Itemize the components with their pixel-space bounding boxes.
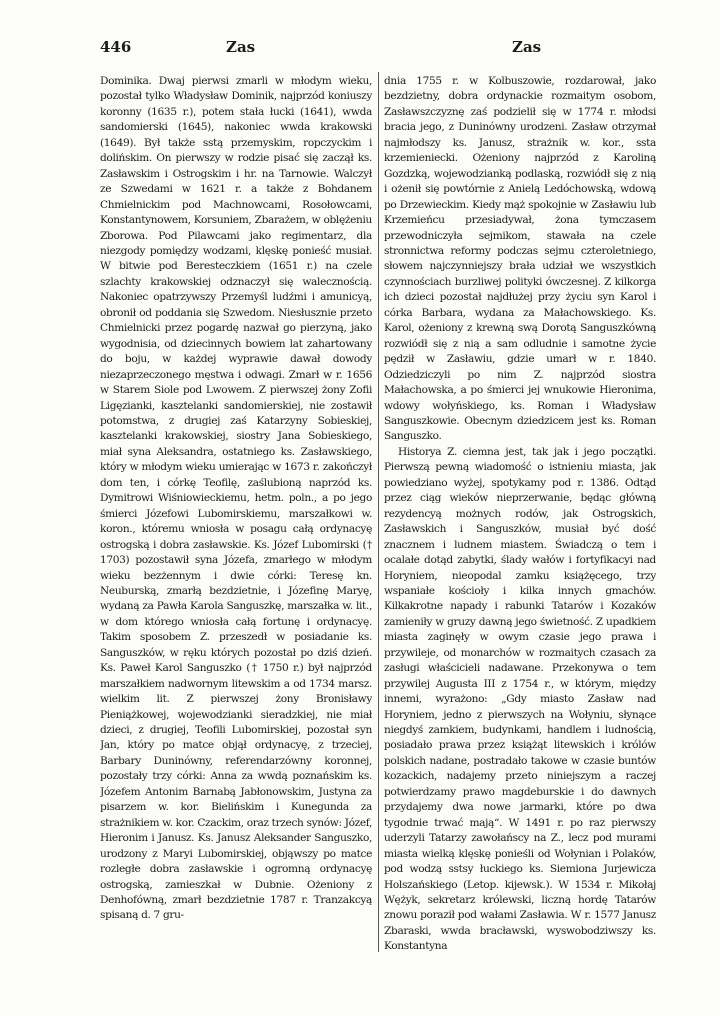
running-head-left: Zas (226, 38, 256, 56)
page-header (0, 38, 720, 62)
left-column (100, 74, 372, 954)
page-number: 446 (100, 38, 132, 56)
right-column-paragraph-2: Historya Z. ciemna jest, tak jak i jego początki. Pierwszą pewną wiadomość o istnieniu miasta, jak powiedziano wyżej, spotykamy pod r. 1386. Odtąd przez ciąg wieków nieprzerwanie, będąc główną rezydencyą możnych rodów, jak Ostrogskich, Zasławskich i Sanguszków, musiał być dość znacznem i ludnem miastem. Świadczą o tem i ocalałe dotąd zabytki, ślady wałów i fortyfikacyi nad Horyniem, nieopodal zamku książęcego, trzy wspaniałe kościoły i kilka innych gmachów. Kilkakrotne napady i rabunki Tatarów i Kozaków zamieniły w gruzy dawną jego świetność. Z upadkiem miasta zaginęły w owym czasie jego prawa i przywileje, od monarchów w rozmaitych czasach za zasługi właścicieli nadawane. Przekonywa o tem przywilej Augusta III z 1754 r., w którym, między innemi, wyrażono: „Gdy miasto Zasław nad Horyniem, jedno z pierwszych na Wołyniu, słynące niegdyś zamkiem, budynkami, handlem i ludnością, posiadało prawa przez książąt litewskich i królów polskich nadane, postradało takowe w czasie buntów kozackich, nadajemy przeto niniejszym a raczej potwierdzamy prawo magdeburskie i do dawnych przydajemy dwa nowe jarmarki, które po dwa tygodnie trwać mają“. W 1491 r. po raz pierwszy uderzyli Tatarzy zawołańscy na Z., lecz pod murami miasta wielką klęskę ponieśli od Wołynian i Polaków, pod wodzą sstsy łuckiego ks. Siemiona Jurjewicza Holszańskiego (Letop. kijewsk.). W 1534 r. Mikołaj Wężyk, sekretarz królewski, liczną hordę Tatarów znowu poraził pod wałami Zasławia. W r. 1577 Janusz Zbaraski, wwda bracławski, wyswobodziwszy ks. Konstantyna (384, 445, 656, 953)
left-column-text: Dominika. Dwaj pierwsi zmarli w młodym wieku, pozostał tylko Władysław Dominik, najprzód koniuszy koronny (1635 r.), potem stała łucki (1641), wwda sandomierski (1645), nakoniec wwda krakowski (1649). Był także sstą przemyskim, ropczyckim i dolińskim. On pierwszy w rodzie pisać się zaczął ks. Zasławskim i Ostrogskim i hr. na Tarnowie. Walczył ze Szwedami w 1621 r. a także z Bohdanem Chmielnickim pod Machnowcami, Rosołowcami, Konstantynowem, Korsuniem, Zbarażem, w oblężeniu Zborowa. Pod Pilawcami jako regimentarz, dla niezgody pomiędzy wodzami, klęskę ponieść musiał. W bitwie pod Beresteczkiem (1651 r.) na czele szlachty krakowskiej odznaczył się walecznością. Nakoniec opatrzywszy Przemyśl ludźmi i amunicyą, obronił od poddania się Szwedom. Niesłusznie przeto Chmielnicki przez pogardę nazwał go pierzyną, jako wygodnisia, od dziecinnych bowiem lat zahartowany do boju, w każdej wyprawie dawał dowody niezaprzeczonego męstwa i odwagi. Zmarł w r. 1656 w Starem Siole pod Lwowem. Z pierwszej żony Zofii Ligęzianki, kasztelanki sandomierskiej, nie zostawił potomstwa, z drugiej zaś Katarzyny Sobieskiej, kasztelanki krakowskiej, siostry Jana Sobieskiego, miał syna Aleksandra, ostatniego ks. Zasławskiego, który w młodym wieku umierając w 1673 r. zakończył dom ten, i córkę Teofilę, zaślubioną naprzód ks. Dymitrowi Wiśniowieckiemu, hetm. poln., a po jego śmierci Józefowi Lubomirskiemu, marszałkowi w. koron., któremu wniosła w posagu całą ordynacyę ostrogską i dobra zasławskie. Ks. Józef Lubomirski († 1703) pozostawił syna Józefa, zmarłego w młodym wieku bezżennym i dwie córki: Teresę kn. Neuburską, zmarłą bezdzietnie, i Józefinę Maryę, wydaną za Pawła Karola Sanguszkę, marszałka w. lit., w dom którego wniosła całą fortunę i ordynacyę. Takim sposobem Z. przeszedł w posiadanie ks. Sanguszków, w ręku których pozostał po dziś dzień. Ks. Paweł Karol Sanguszko († 1750 r.) był najprzód marszałkiem nadwornym litewskim a od 1734 marsz. wielkim lit. Z pierwszej żony Bronisławy Pieniążkowej, wojewodzianki sieradzkiej, nie miał dzieci, z drugiej, Teofili Lubomirskiej, pozostał syn Jan, który po matce objął ordynacyę, z trzeciej, Barbary Duninówny, referendarzówny koronnej, pozostały trzy córki: Anna za wwdą poznańskim ks. Józefem Antonim Barnabą Jabłonowskim, Justyna za pisarzem w. kor. Bielińskim i Kunegunda za strażnikiem w. kor. Czackim, oraz trzech synów: Józef, Hieronim i Janusz. Ks. Janusz Aleksander Sanguszko, urodzony z Maryi Lubomirskiej, objąwszy po matce rozległe dobra zasławskie i ogromną ordynacyę ostrogską, zamieszkał w Dubnie. Ożeniony z Denhofówną, zmarł bezdzietnie 1787 r. Tranzakcyą spisaną d. 7 gru- (100, 75, 372, 922)
right-column-paragraph-1: dnia 1755 r. w Kolbuszowie, rozdarował, jako bezdzietny, dobra ordynackie rozmaitym osobom, Zasławszczyznę zaś podzielił się w 1774 r. młodsi bracia jego, z Duninówny urodzeni. Zasław otrzymał najmłodszy ks. Janusz, strażnik w. kor., ssta krzemieniecki. Ożeniony najprzód z Karoliną Gozdzką, wojewodzianką podlaską, rozwiódł się z nią i ożenił się powtórnie z Anielą Ledóchowską, wdową po Drzewieckim. Kiedy mąż spokojnie w Zasławiu lub Krzemieńcu przesiadywał, żona tymczasem przewodniczyła sejmikom, stawała na czele stronnictwa reformy podczas sejmu czteroletniego, słowem najczynniejszy brała udział we wszystkich czynnościach burzliwej polityki ówczesnej. Z kilkorga ich dzieci pozostał najdłużej przy życiu syn Karol i córka Barbara, wydana za Małachowskiego. Ks. Karol, ożeniony z krewną swą Dorotą Sanguszkówną rozwiódł się z nią a sam odludnie i samotne życie pędził w Zasławiu, gdzie umarł w r. 1840. Odziedziczyli po nim Z. najprzód siostra Małachowska, a po śmierci jej wnukowie Hieronima, wdowy wołyńskiego, ks. Roman i Władysław Sanguszkowie. Obecnym dziedzicem jest ks. Roman Sanguszko. (384, 75, 656, 443)
column-divider (378, 72, 379, 952)
right-column (384, 74, 656, 954)
running-head-right: Zas (512, 38, 542, 56)
